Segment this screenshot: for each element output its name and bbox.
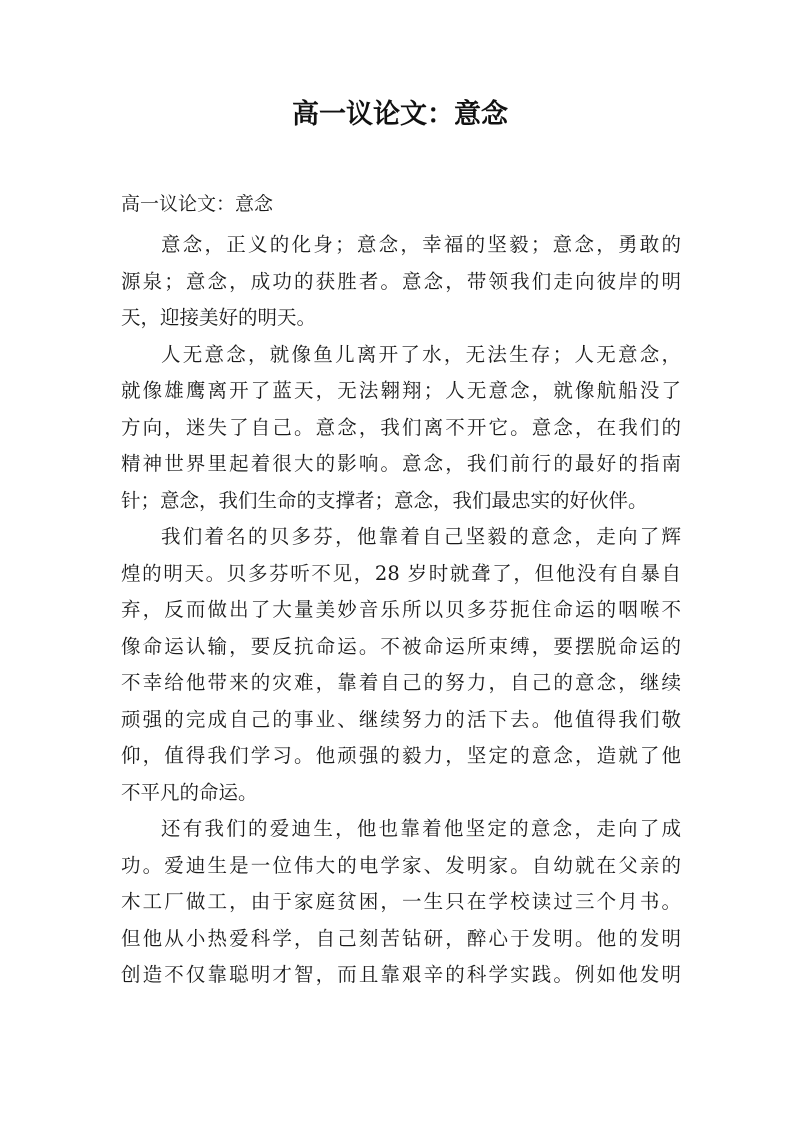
document-title: 高一议论文：意念 [292,99,508,130]
paragraph-line: 像命运认输，要反抗命运。不被命运所束缚，要摆脱命运的 [121,634,681,658]
paragraph [121,337,681,520]
paragraph-line: 煌的明天。贝多芬听不见，28 岁时就聋了，但他没有自暴自 [121,561,681,585]
paragraph-line: 我们着名的贝多芬，他靠着自己坚毅的意念，走向了辉 [161,525,681,548]
paragraph-line: 弃，反而做出了大量美妙音乐所以贝多芬扼住命运的咽喉不 [121,598,681,621]
paragraph-line: 意念，正义的化身；意念，幸福的坚毅；意念，勇敢的 [161,233,681,256]
paragraph-line: 顽强的完成自己的事业、继续努力的活下去。他值得我们敬 [121,707,681,731]
paragraph-line: 针；意念，我们生命的支撑者；意念，我们最忠实的好伙伴。 [121,488,648,512]
paragraph [121,227,681,337]
paragraph-line: 不平凡的命运。 [121,780,258,804]
paragraph-line: 功。爱迪生是一位伟大的电学家、发明家。自幼就在父亲的 [121,853,681,877]
paragraph-line: 还有我们的爱迪生，他也靠着他坚定的意念，走向了成 [161,817,681,840]
document-subtitle: 高一议论文：意念 [121,193,274,215]
paragraph-line: 天，迎接美好的明天。 [121,306,317,329]
paragraph-line: 就像雄鹰离开了蓝天，无法翱翔；人无意念，就像航船没了 [121,379,681,402]
paragraph-line: 人无意念，就像鱼儿离开了水，无法生存；人无意念， [161,342,681,366]
paragraph-line: 木工厂做工，由于家庭贫困，一生只在学校读过三个月书。 [121,890,681,913]
paragraph-line: 不幸给他带来的灾难，靠着自己的努力，自己的意念，继续 [121,671,681,694]
document-body [121,227,681,994]
paragraph-line: 但他从小热爱科学，自己刻苦钻研，醉心于发明。他的发明 [121,926,681,950]
paragraph [121,811,681,994]
paragraph-line: 仰，值得我们学习。他顽强的毅力，坚定的意念，造就了他 [121,744,681,767]
paragraph-line: 源泉；意念，成功的获胜者。意念，带领我们走向彼岸的明 [121,269,681,293]
paragraph-line: 方向，迷失了自己。意念，我们离不开它。意念，在我们的 [121,415,681,439]
paragraph-line: 创造不仅靠聪明才智，而且靠艰辛的科学实践。例如他发明 [121,963,681,986]
paragraph [121,519,681,811]
paragraph-line: 精神世界里起着很大的影响。意念，我们前行的最好的指南 [121,452,681,475]
